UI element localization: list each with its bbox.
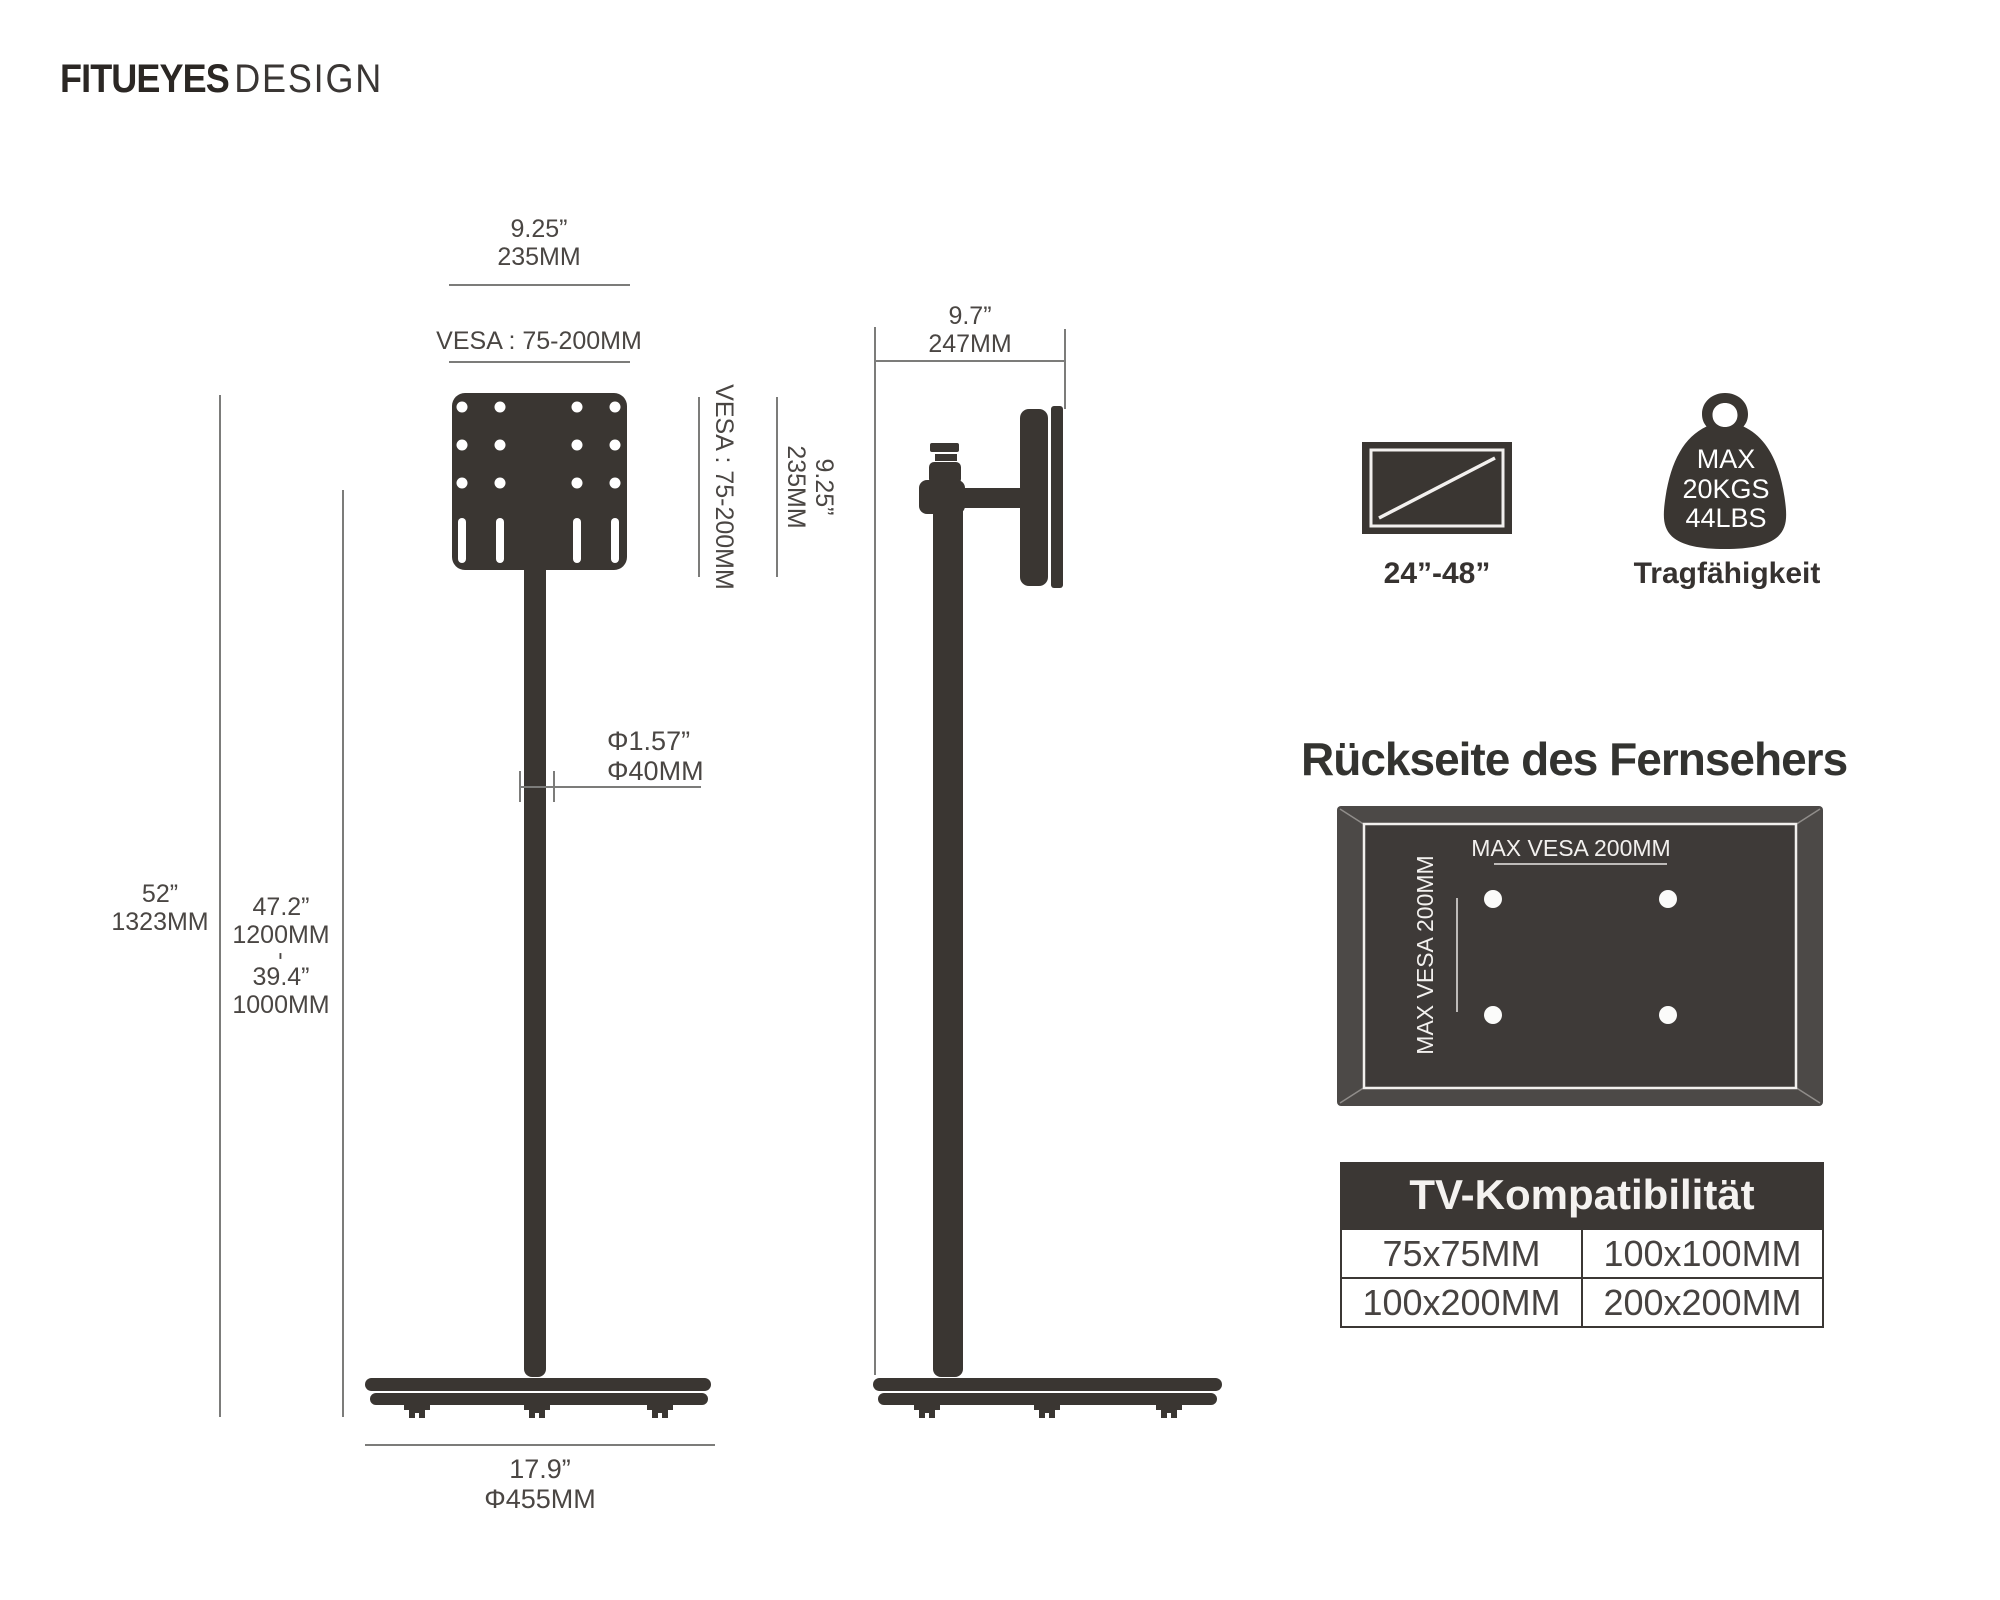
plate-height-label — [782, 445, 838, 528]
front-vesa-dim-line — [449, 361, 630, 363]
adj-min-mm: 1000MM — [232, 991, 330, 1019]
total-height-label — [111, 880, 208, 936]
weight-capacity-label: Tragfähigkeit — [1633, 557, 1821, 590]
compat-cell: 200x200MM — [1582, 1278, 1823, 1327]
brand-logo-secondary: DESIGN — [234, 57, 384, 101]
total-height-inch: 52” — [141, 880, 179, 908]
base-width-inch: 17.9” — [509, 1454, 571, 1484]
pole-front — [524, 568, 546, 1377]
compat-cell: 100x100MM — [1582, 1229, 1823, 1278]
adjustable-height-label — [232, 893, 329, 1019]
adj-max-mm: 1200MM — [232, 921, 330, 949]
base-side — [873, 1377, 1223, 1419]
pole-dia-inch: Φ1.57” — [607, 726, 691, 756]
depth-dim-line-left — [874, 327, 876, 1375]
depth-label — [928, 302, 1011, 358]
depth-inch: 9.7” — [948, 302, 992, 330]
front-vesa-label: VESA : 75-200MM — [436, 327, 642, 355]
compat-table-title: TV-Kompatibilität — [1340, 1162, 1824, 1228]
total-height-mm: 1323MM — [111, 908, 209, 936]
front-width-dim-line — [449, 284, 630, 286]
adjustable-height-dim-line — [342, 490, 344, 1417]
pole-clamp — [919, 480, 965, 514]
depth-dim-line-right — [1064, 329, 1066, 409]
compat-cell: 100x200MM — [1341, 1278, 1582, 1327]
base-width-label — [484, 1454, 596, 1514]
pole-dia-label — [607, 726, 704, 786]
compat-table-row — [1341, 1229, 1823, 1278]
compat-cell: 75x75MM — [1341, 1229, 1582, 1278]
capacity-kgs-text: 20KGS — [1682, 474, 1770, 504]
adj-max-inch: 47.2” — [252, 893, 310, 921]
base-side-feet — [914, 1405, 1182, 1418]
capacity-lbs-text: 44LBS — [1685, 503, 1767, 533]
pole-side — [933, 506, 963, 1377]
adj-range-separator: - — [268, 951, 295, 960]
total-height-dim-line — [219, 395, 221, 1417]
clamp-knob-cap — [930, 443, 959, 452]
capacity-max-text: MAX — [1696, 444, 1756, 474]
plate-height-dim-line-1 — [698, 397, 700, 577]
screen-size-label: 24”-48” — [1383, 557, 1491, 590]
compat-table — [1340, 1228, 1824, 1328]
plate-height-dim-line-2 — [776, 397, 778, 577]
vesa-plate-front — [452, 393, 627, 570]
adj-min-inch: 39.4” — [252, 963, 310, 991]
plate-height-inch: 9.25” — [810, 458, 838, 516]
plate-vesa-vertical-label: VESA : 75-200MM — [710, 384, 738, 590]
mount-arm — [963, 488, 1023, 508]
base-front — [365, 1377, 715, 1419]
pole-dia-leader-line — [519, 786, 701, 788]
clamp-knob-washer — [935, 454, 957, 461]
front-width-mm: 235MM — [497, 243, 581, 271]
screen-size-icon — [1362, 442, 1512, 534]
tv-back-heading: Rückseite des Fernsehers — [1301, 733, 1848, 785]
base-width-dim-line — [365, 1444, 715, 1446]
pole-dia-mm: Φ40MM — [607, 756, 704, 786]
base-width-mm: Φ455MM — [484, 1484, 596, 1514]
front-width-inch: 9.25” — [510, 215, 568, 243]
max-vesa-vertical-label: MAX VESA 200MM — [1412, 855, 1438, 1055]
vesa-plate-side-back — [1051, 406, 1063, 588]
depth-dim-line — [874, 360, 1065, 362]
clamp-knob-neck — [929, 462, 961, 484]
base-front-feet — [404, 1405, 673, 1418]
max-vesa-horizontal-label: MAX VESA 200MM — [1471, 835, 1671, 861]
brand-logo-primary: FITUEYES — [60, 57, 229, 101]
mount-head-side — [919, 406, 1065, 588]
vesa-plate-side — [1020, 409, 1048, 586]
front-width-label — [497, 215, 580, 271]
compat-table-row — [1341, 1278, 1823, 1327]
depth-mm: 247MM — [928, 330, 1012, 358]
brand-logo — [60, 57, 383, 102]
tv-back-diagram — [1337, 806, 1823, 1106]
weight-capacity-icon — [1650, 392, 1800, 550]
plate-height-mm: 235MM — [782, 445, 810, 529]
